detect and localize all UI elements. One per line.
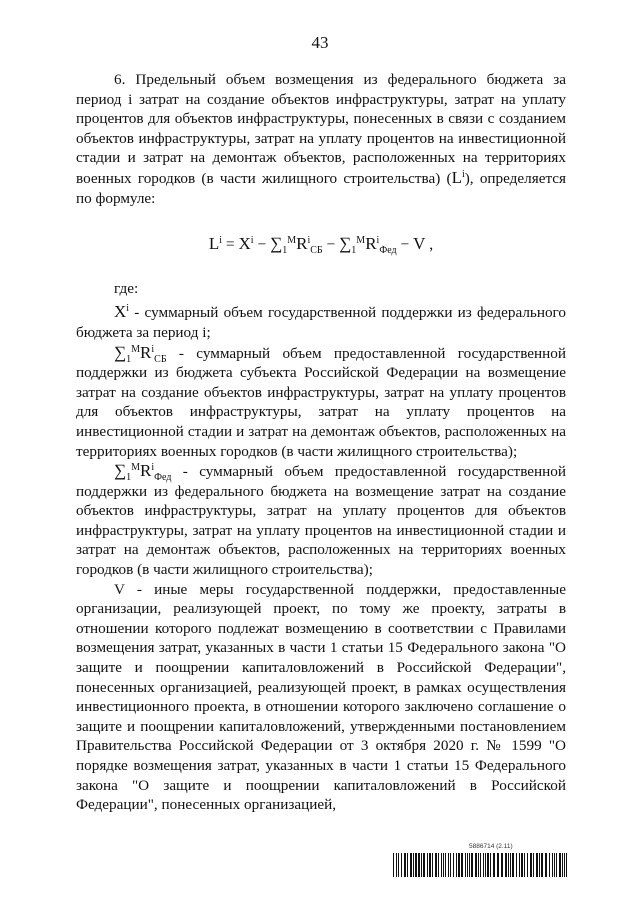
barcode-bar bbox=[552, 853, 553, 877]
def-fed-sum: ∑ bbox=[114, 461, 127, 481]
barcode-bar bbox=[453, 853, 454, 877]
barcode-bar bbox=[519, 853, 520, 877]
def-x-sup: i bbox=[126, 303, 130, 315]
barcode-bar bbox=[396, 853, 397, 877]
def-sb-r-sup: i bbox=[151, 343, 155, 355]
barcode-bar bbox=[432, 853, 433, 877]
def-fed-sum-sup: M bbox=[131, 462, 141, 474]
barcode-bar bbox=[429, 853, 431, 877]
document-body bbox=[76, 70, 566, 815]
formula-r-1-sub: СБ bbox=[310, 245, 323, 257]
barcode-bar bbox=[450, 853, 451, 877]
barcode-bar bbox=[461, 853, 463, 877]
formula-lhs: L bbox=[208, 234, 220, 254]
def-sb-sum: ∑ bbox=[114, 342, 127, 362]
formula-r-1-sup: i bbox=[307, 235, 311, 246]
barcode-bar bbox=[521, 853, 523, 877]
def-x-symbol: X bbox=[114, 302, 127, 322]
barcode-bar bbox=[423, 853, 425, 877]
formula-minus-3: − bbox=[396, 236, 414, 254]
barcode-bar bbox=[487, 853, 489, 877]
barcode-bar bbox=[480, 853, 481, 877]
formula-minus-1: − bbox=[253, 236, 271, 254]
formula-x-sup: i bbox=[250, 235, 254, 246]
formula-r-2-sub: Фед bbox=[379, 245, 397, 257]
symbol-l-superscript: i bbox=[461, 168, 465, 180]
barcode-bar bbox=[524, 853, 525, 877]
barcode-bar bbox=[421, 853, 422, 877]
barcode-bar bbox=[448, 853, 449, 877]
definition-fed bbox=[76, 461, 566, 580]
def-sb-text: - суммарный объем предоставленной государственной поддержки из бюджета субъекта Российской Федерации на возмещение затрат на создание объектов инфраструктуры, затрат на уплату процентов для объектов инфраструктуры, затрат на уплату процентов на инвестиционной стадии и затрат на демонтаж объектов, расположенных на территориях военных городков (в части жилищного строительства); bbox=[76, 344, 566, 460]
barcode-bar bbox=[527, 853, 528, 877]
where-label: где: bbox=[114, 279, 139, 297]
barcode-bar bbox=[458, 853, 460, 877]
barcode-bar bbox=[508, 853, 509, 877]
barcode-bar bbox=[456, 853, 457, 877]
symbol-l: L bbox=[451, 167, 462, 187]
formula bbox=[76, 234, 566, 255]
barcode-bar bbox=[427, 853, 428, 877]
document-code: 5886714 (2.11) bbox=[469, 843, 513, 850]
barcode-bar bbox=[413, 853, 414, 877]
barcode-bar bbox=[541, 853, 543, 877]
formula-v: V bbox=[413, 234, 426, 254]
barcode-bar bbox=[410, 853, 412, 877]
formula-r-1: R bbox=[296, 234, 308, 254]
barcode-bar bbox=[564, 853, 565, 877]
barcode-bar bbox=[554, 853, 555, 877]
barcode-bar bbox=[407, 853, 408, 877]
formula-r-2: R bbox=[365, 234, 377, 254]
def-fed-r: R bbox=[140, 461, 152, 481]
formula-end: , bbox=[425, 236, 434, 254]
barcode-bar bbox=[471, 853, 473, 877]
barcode-bar bbox=[483, 853, 484, 877]
barcode-bar bbox=[478, 853, 479, 877]
barcode-bar bbox=[465, 853, 466, 877]
barcode-bar bbox=[475, 853, 477, 877]
barcode-bar bbox=[443, 853, 444, 877]
barcode-bar bbox=[404, 853, 406, 877]
formula-eq: = bbox=[222, 236, 239, 254]
barcode-bar bbox=[566, 853, 567, 877]
barcode-bar bbox=[536, 853, 538, 877]
barcode-bar bbox=[441, 853, 442, 877]
barcode-bar bbox=[549, 853, 550, 877]
barcode-bar bbox=[485, 853, 486, 877]
def-fed-r-sub: Фед bbox=[154, 472, 172, 484]
barcode-bar bbox=[490, 853, 491, 877]
barcode-bar bbox=[393, 853, 394, 877]
definition-x bbox=[76, 302, 566, 342]
barcode-bar bbox=[562, 853, 563, 877]
barcode-bar bbox=[505, 853, 507, 877]
def-fed-r-sup: i bbox=[151, 462, 155, 474]
formula-sum-2-sub: 1 bbox=[351, 245, 357, 257]
barcode-bar bbox=[401, 853, 402, 877]
formula-sum-1: ∑ bbox=[270, 234, 283, 254]
barcode-bar bbox=[556, 853, 557, 877]
barcode-bar bbox=[545, 853, 547, 877]
barcode-bar bbox=[539, 853, 540, 877]
def-x-text: - суммарный объем государственной поддержки из федерального бюджета за период i; bbox=[76, 304, 566, 341]
formula-sum-2: ∑ bbox=[339, 234, 352, 254]
barcode bbox=[392, 853, 568, 877]
formula-sum-1-sup: M bbox=[287, 235, 297, 246]
def-sb-r-sub: СБ bbox=[154, 353, 167, 365]
paragraph-intro bbox=[76, 70, 566, 208]
barcode-bar bbox=[398, 853, 399, 877]
def-sb-sum-sup: M bbox=[131, 343, 141, 355]
intro-text-before: 6. Предельный объем возмещения из федерального бюджета за период i затрат на создание объектов инфраструктуры, затрат на уплату процентов для объектов инфраструктуры, понесенных в связи с созданием объектов инфраструктуры, затрат на уплату процентов на инвестиционной стадии и затрат на демонтаж объектов, расположенных на территориях военных городков (в части жилищного строительства) ( bbox=[76, 71, 566, 187]
intro-text-after: ), определяется по формуле: bbox=[76, 169, 566, 207]
barcode-bar bbox=[445, 853, 446, 877]
barcode-bar bbox=[469, 853, 470, 877]
def-sb-sum-sub: 1 bbox=[126, 353, 132, 365]
barcode-bar bbox=[418, 853, 420, 877]
barcode-bar bbox=[516, 853, 517, 877]
def-fed-sum-sub: 1 bbox=[126, 472, 132, 484]
formula-x: X bbox=[238, 234, 251, 254]
def-sb-r: R bbox=[140, 342, 152, 362]
barcode-bar bbox=[510, 853, 511, 877]
definition-v: V - иные меры государственной поддержки, предоставленные организации, реализующей проект, по тому же проекту, затраты в отношении которого подлежат возмещению в соответствии с Правилами возмещения затрат, указанных в части 1 статьи 15 Федерального закона "О защите и поощрении капиталовложений в Российской Федерации", понесенных организацией, реализующей проект, в рамках осуществления инвестиционного проекта, в отношении которого заключено соглашение о защите и поощрении капиталовложений, утвержденными постановлением Правительства Российской Федерации от 3 октября 2020 г. № 1599 "О порядке возмещения затрат, указанных в части 1 статьи 15 Федерального закона "О защите и поощрении капиталовложений в Российской Федерации", понесенных организацией, bbox=[76, 580, 566, 814]
barcode-bar bbox=[530, 853, 532, 877]
formula-sum-2-sup: M bbox=[356, 235, 366, 246]
barcode-bar bbox=[438, 853, 439, 877]
barcode-bar bbox=[497, 853, 499, 877]
barcode-bar bbox=[512, 853, 514, 877]
formula-r-2-sup: i bbox=[376, 235, 380, 246]
barcode-bar bbox=[415, 853, 417, 877]
barcode-bar bbox=[493, 853, 495, 877]
def-fed-text: - суммарный объем предоставленной государственной поддержки из федерального бюджета на возмещение затрат на создание объектов инфраструктуры, затрат на уплату процентов для объектов инфраструктуры, затрат на уплату процентов на инвестиционной стадии и затрат на демонтаж объектов, расположенных на территориях военных городков (в части жилищного строительства); bbox=[76, 463, 566, 579]
formula-sum-1-sub: 1 bbox=[282, 245, 288, 257]
formula-lhs-sup: i bbox=[219, 235, 223, 246]
page-number: 43 bbox=[311, 33, 329, 52]
barcode-bar bbox=[467, 853, 468, 877]
definition-sb bbox=[76, 343, 566, 462]
barcode-bar bbox=[435, 853, 437, 877]
formula-minus-2: − bbox=[322, 236, 340, 254]
barcode-bar bbox=[501, 853, 503, 877]
barcode-bar bbox=[533, 853, 534, 877]
barcode-bar bbox=[559, 853, 561, 877]
